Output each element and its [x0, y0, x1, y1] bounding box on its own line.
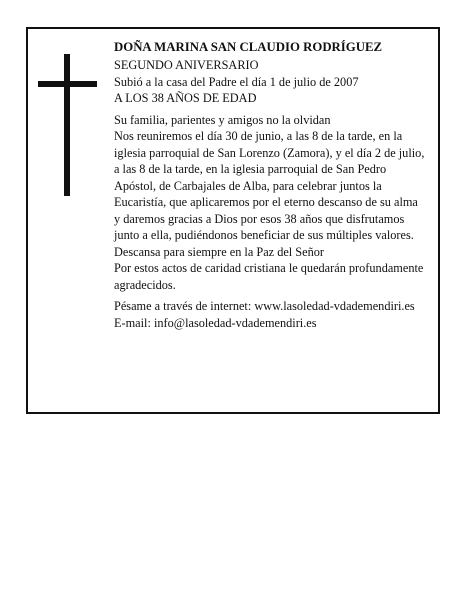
cross-vertical-bar [64, 54, 70, 196]
notice-body [114, 38, 426, 331]
thanks-text: Por estos actos de caridad cristiana le quedarán profundamente agradecidos. [114, 261, 424, 292]
rest-line: Descansa para siempre en la Paz del Señor [114, 244, 324, 259]
cross-horizontal-bar [38, 81, 97, 87]
death-date-line: Subió a la casa del Padre el día 1 de julio de 2007 [114, 74, 359, 89]
age-line: A LOS 38 AÑOS DE EDAD [114, 91, 257, 105]
deceased-name: DOÑA MARINA SAN CLAUDIO RODRÍGUEZ [114, 40, 383, 54]
anniversary-heading: SEGUNDO ANIVERSARIO [114, 58, 259, 72]
mass-announcement: Nos reuniremos el día 30 de junio, a las 8 de la tarde, en la iglesia parroquial de San Lorenzo (Zamora), y el día 2 de julio, a las 8 de la tarde, en la iglesia parroquial de San Pedro Apóstol, de Carbajales de Alba, para celebrar juntos la Eucaristía, que aplicaremos por el eterno descanso de su alma y daremos gracias a Dios por esos 38 años que disfrutamos junto a ella, pudiéndonos beneficiar de sus múltiples valores. [114, 129, 425, 242]
family-line: Su familia, parientes y amigos no la olvidan [114, 112, 331, 127]
email-text: E-mail: info@lasoledad-vdademendiri.es [114, 315, 317, 330]
condolence-text: Pésame a través de internet: www.lasoledad-vdademendiri.es [114, 299, 415, 313]
